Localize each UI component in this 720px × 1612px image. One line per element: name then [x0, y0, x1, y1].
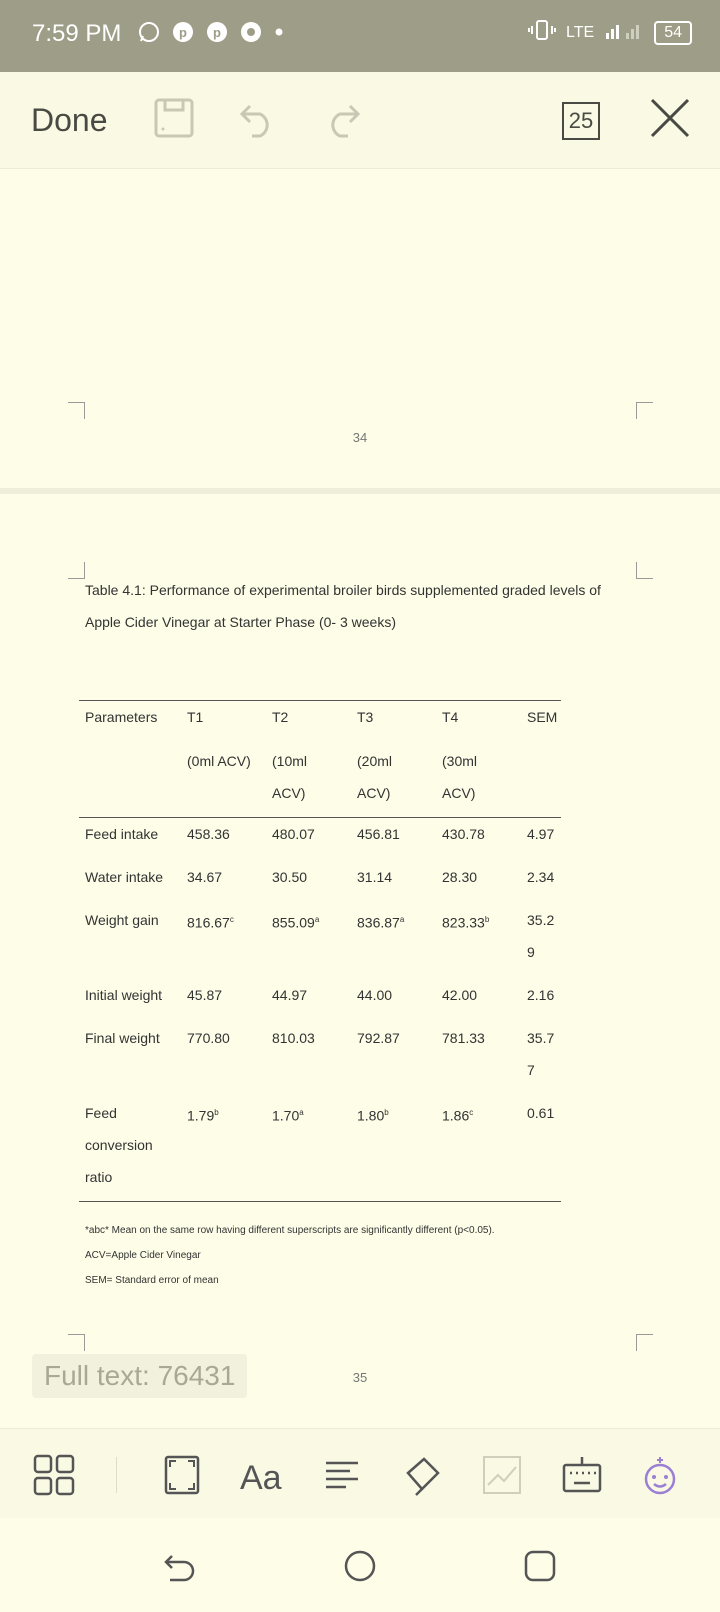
value-cell	[351, 818, 436, 850]
highlighter-icon[interactable]	[400, 1453, 444, 1497]
table-row	[79, 818, 561, 850]
sem-cell: 2.34	[527, 869, 555, 885]
page-number: 34	[352, 430, 368, 445]
value-cell	[351, 904, 436, 968]
value-cell	[181, 861, 266, 893]
value-text: 458.36	[187, 826, 230, 842]
home-icon[interactable]	[342, 1548, 378, 1584]
value-text: 792.87	[357, 1030, 400, 1046]
value-cell	[266, 818, 351, 850]
svg-text:p: p	[213, 25, 221, 40]
back-icon[interactable]	[162, 1548, 198, 1584]
font-icon[interactable]	[240, 1453, 284, 1497]
value-text: 781.33	[442, 1030, 485, 1046]
status-time: 7:59 PM	[32, 20, 122, 47]
superscript: b	[214, 1108, 219, 1117]
value-text: 1.86	[442, 1107, 470, 1124]
redo-icon[interactable]	[320, 96, 364, 140]
value-text: 823.33	[442, 914, 485, 931]
value-text: 44.00	[357, 987, 393, 1003]
editor-toolbar	[0, 72, 720, 169]
value-cell	[351, 1097, 436, 1193]
fit-page-icon[interactable]	[160, 1453, 204, 1497]
header-cell: T4	[442, 709, 459, 725]
value-cell	[436, 1097, 521, 1193]
page-count-button[interactable]: 25	[562, 102, 600, 140]
page-corner-mark	[68, 562, 85, 579]
full-text-count: Full text: 76431	[32, 1354, 247, 1398]
grid-view-icon[interactable]	[32, 1453, 76, 1497]
subheader-row	[79, 745, 561, 777]
sem-cell: 35.2 9	[527, 912, 555, 960]
subheader-cell: ACV)	[357, 785, 391, 801]
value-cell	[351, 861, 436, 893]
ai-assistant-icon[interactable]	[638, 1453, 682, 1497]
page-corner-mark	[636, 562, 653, 579]
subheader-cell	[79, 777, 181, 809]
row-label: Final weight	[85, 1030, 160, 1046]
value-text: 456.81	[357, 826, 400, 842]
superscript: a	[314, 915, 320, 924]
recents-icon[interactable]	[522, 1548, 558, 1584]
p-app-icon	[171, 20, 195, 50]
value-cell	[181, 904, 266, 968]
subheader-cell: (10ml	[272, 753, 308, 769]
value-text: 770.80	[187, 1030, 230, 1046]
header-cell: T2	[272, 709, 289, 725]
superscript: a	[399, 915, 405, 924]
table-body	[79, 818, 561, 1202]
value-cell	[436, 904, 521, 968]
header-cell: Parameters	[85, 709, 158, 725]
sem-cell: 4.97	[527, 826, 555, 842]
page-corner-mark	[68, 1334, 85, 1351]
value-cell	[266, 861, 351, 893]
value-text: 836.87	[357, 914, 400, 931]
system-status	[528, 18, 692, 47]
undo-icon[interactable]	[236, 96, 280, 140]
value-cell	[266, 904, 351, 968]
value-cell	[181, 979, 266, 1011]
superscript: b	[484, 915, 490, 924]
value-text: 1.70	[272, 1107, 300, 1124]
vibrate-icon	[528, 18, 556, 47]
superscript: c	[469, 1108, 474, 1117]
subheader-cell: ACV)	[442, 785, 476, 801]
value-cell	[436, 861, 521, 893]
value-cell	[351, 1022, 436, 1086]
page-corner-mark	[68, 402, 85, 419]
value-cell	[351, 979, 436, 1011]
header-cell: T1	[187, 709, 204, 725]
value-text: 816.67	[187, 914, 230, 931]
sem-cell: 0.61	[527, 1105, 555, 1121]
value-text: 44.97	[272, 987, 308, 1003]
value-text: 810.03	[272, 1030, 315, 1046]
dot-icon	[273, 20, 285, 50]
row-label: Initial weight	[85, 987, 163, 1003]
sem-cell: 2.16	[527, 987, 555, 1003]
value-text: 430.78	[442, 826, 485, 842]
subheader-row	[79, 777, 561, 809]
value-cell	[266, 979, 351, 1011]
p-app-icon-2	[205, 20, 229, 50]
subheader-cell	[521, 745, 561, 777]
navigation-bar	[0, 1518, 720, 1612]
battery-indicator: 54	[654, 21, 692, 45]
value-text: 31.14	[357, 869, 393, 885]
whatsapp-icon	[137, 20, 161, 50]
value-text: 42.00	[442, 987, 478, 1003]
table-row	[79, 979, 561, 1011]
subheader-cell	[79, 745, 181, 777]
value-cell	[181, 818, 266, 850]
header-row	[79, 701, 561, 733]
value-cell	[181, 1022, 266, 1086]
done-button[interactable]: Done	[31, 102, 108, 138]
table-header	[79, 701, 561, 818]
table-row	[79, 861, 561, 893]
subheader-cell: (0ml ACV)	[187, 753, 251, 769]
subheader-cell	[181, 777, 266, 809]
value-cell	[266, 1022, 351, 1086]
bottom-toolbar	[0, 1428, 720, 1519]
status-bar	[0, 0, 720, 72]
row-label: Feed conversion ratio	[85, 1105, 153, 1185]
caption-line: Table 4.1: Performance of experimental broiler birds supplemented graded levels of	[85, 582, 601, 598]
row-label: Water intake	[85, 869, 164, 885]
table-row	[79, 904, 561, 968]
notification-icons	[137, 20, 285, 50]
svg-text:Aa: Aa	[240, 1459, 282, 1497]
page-corner-mark	[636, 1334, 653, 1351]
value-text: 855.09	[272, 914, 315, 931]
value-text: 1.80	[357, 1107, 385, 1124]
network-label: LTE	[566, 23, 595, 41]
data-table	[79, 700, 561, 1202]
superscript: b	[384, 1108, 389, 1117]
save-icon[interactable]	[152, 96, 196, 140]
sem-cell: 35.7 7	[527, 1030, 555, 1078]
table-notes	[85, 1218, 495, 1293]
page-divider	[0, 488, 720, 494]
value-text: 34.67	[187, 869, 223, 885]
app-icon	[239, 20, 263, 50]
page-number: 35	[352, 1370, 368, 1385]
value-cell	[266, 1097, 351, 1193]
value-text: 30.50	[272, 869, 308, 885]
value-cell	[436, 1022, 521, 1086]
subheader-cell	[521, 777, 561, 809]
close-icon[interactable]	[648, 96, 692, 140]
svg-text:p: p	[179, 25, 187, 40]
value-text: 1.79	[187, 1107, 215, 1124]
header-cell: SEM	[527, 709, 558, 725]
value-text: 480.07	[272, 826, 315, 842]
value-cell	[181, 1097, 266, 1193]
toolbar-separator	[116, 1457, 117, 1493]
signal-icon	[604, 19, 644, 46]
value-text: 28.30	[442, 869, 478, 885]
row-label: Feed intake	[85, 826, 159, 842]
align-text-icon[interactable]	[320, 1453, 364, 1497]
value-cell	[436, 979, 521, 1011]
note-line: *abc* Mean on the same row having different superscripts are significantly different (p<0.05).	[85, 1225, 495, 1236]
table-row	[79, 1097, 561, 1193]
table-row	[79, 1022, 561, 1086]
chart-icon[interactable]	[480, 1453, 524, 1497]
caption-line: Apple Cider Vinegar at Starter Phase (0- 3 weeks)	[85, 614, 397, 630]
value-text: 45.87	[187, 987, 223, 1003]
note-line: ACV=Apple Cider Vinegar	[85, 1250, 201, 1261]
subheader-cell: ACV)	[272, 785, 306, 801]
subheader-cell: (30ml	[442, 753, 478, 769]
table-caption	[85, 574, 635, 638]
keyboard-icon[interactable]	[560, 1453, 604, 1497]
superscript: a	[299, 1108, 304, 1117]
subheader-cell: (20ml	[357, 753, 393, 769]
page-corner-mark	[636, 402, 653, 419]
note-line: SEM= Standard error of mean	[85, 1275, 219, 1286]
superscript: c	[229, 915, 234, 924]
value-cell	[436, 818, 521, 850]
header-cell: T3	[357, 709, 374, 725]
row-label: Weight gain	[85, 912, 159, 928]
